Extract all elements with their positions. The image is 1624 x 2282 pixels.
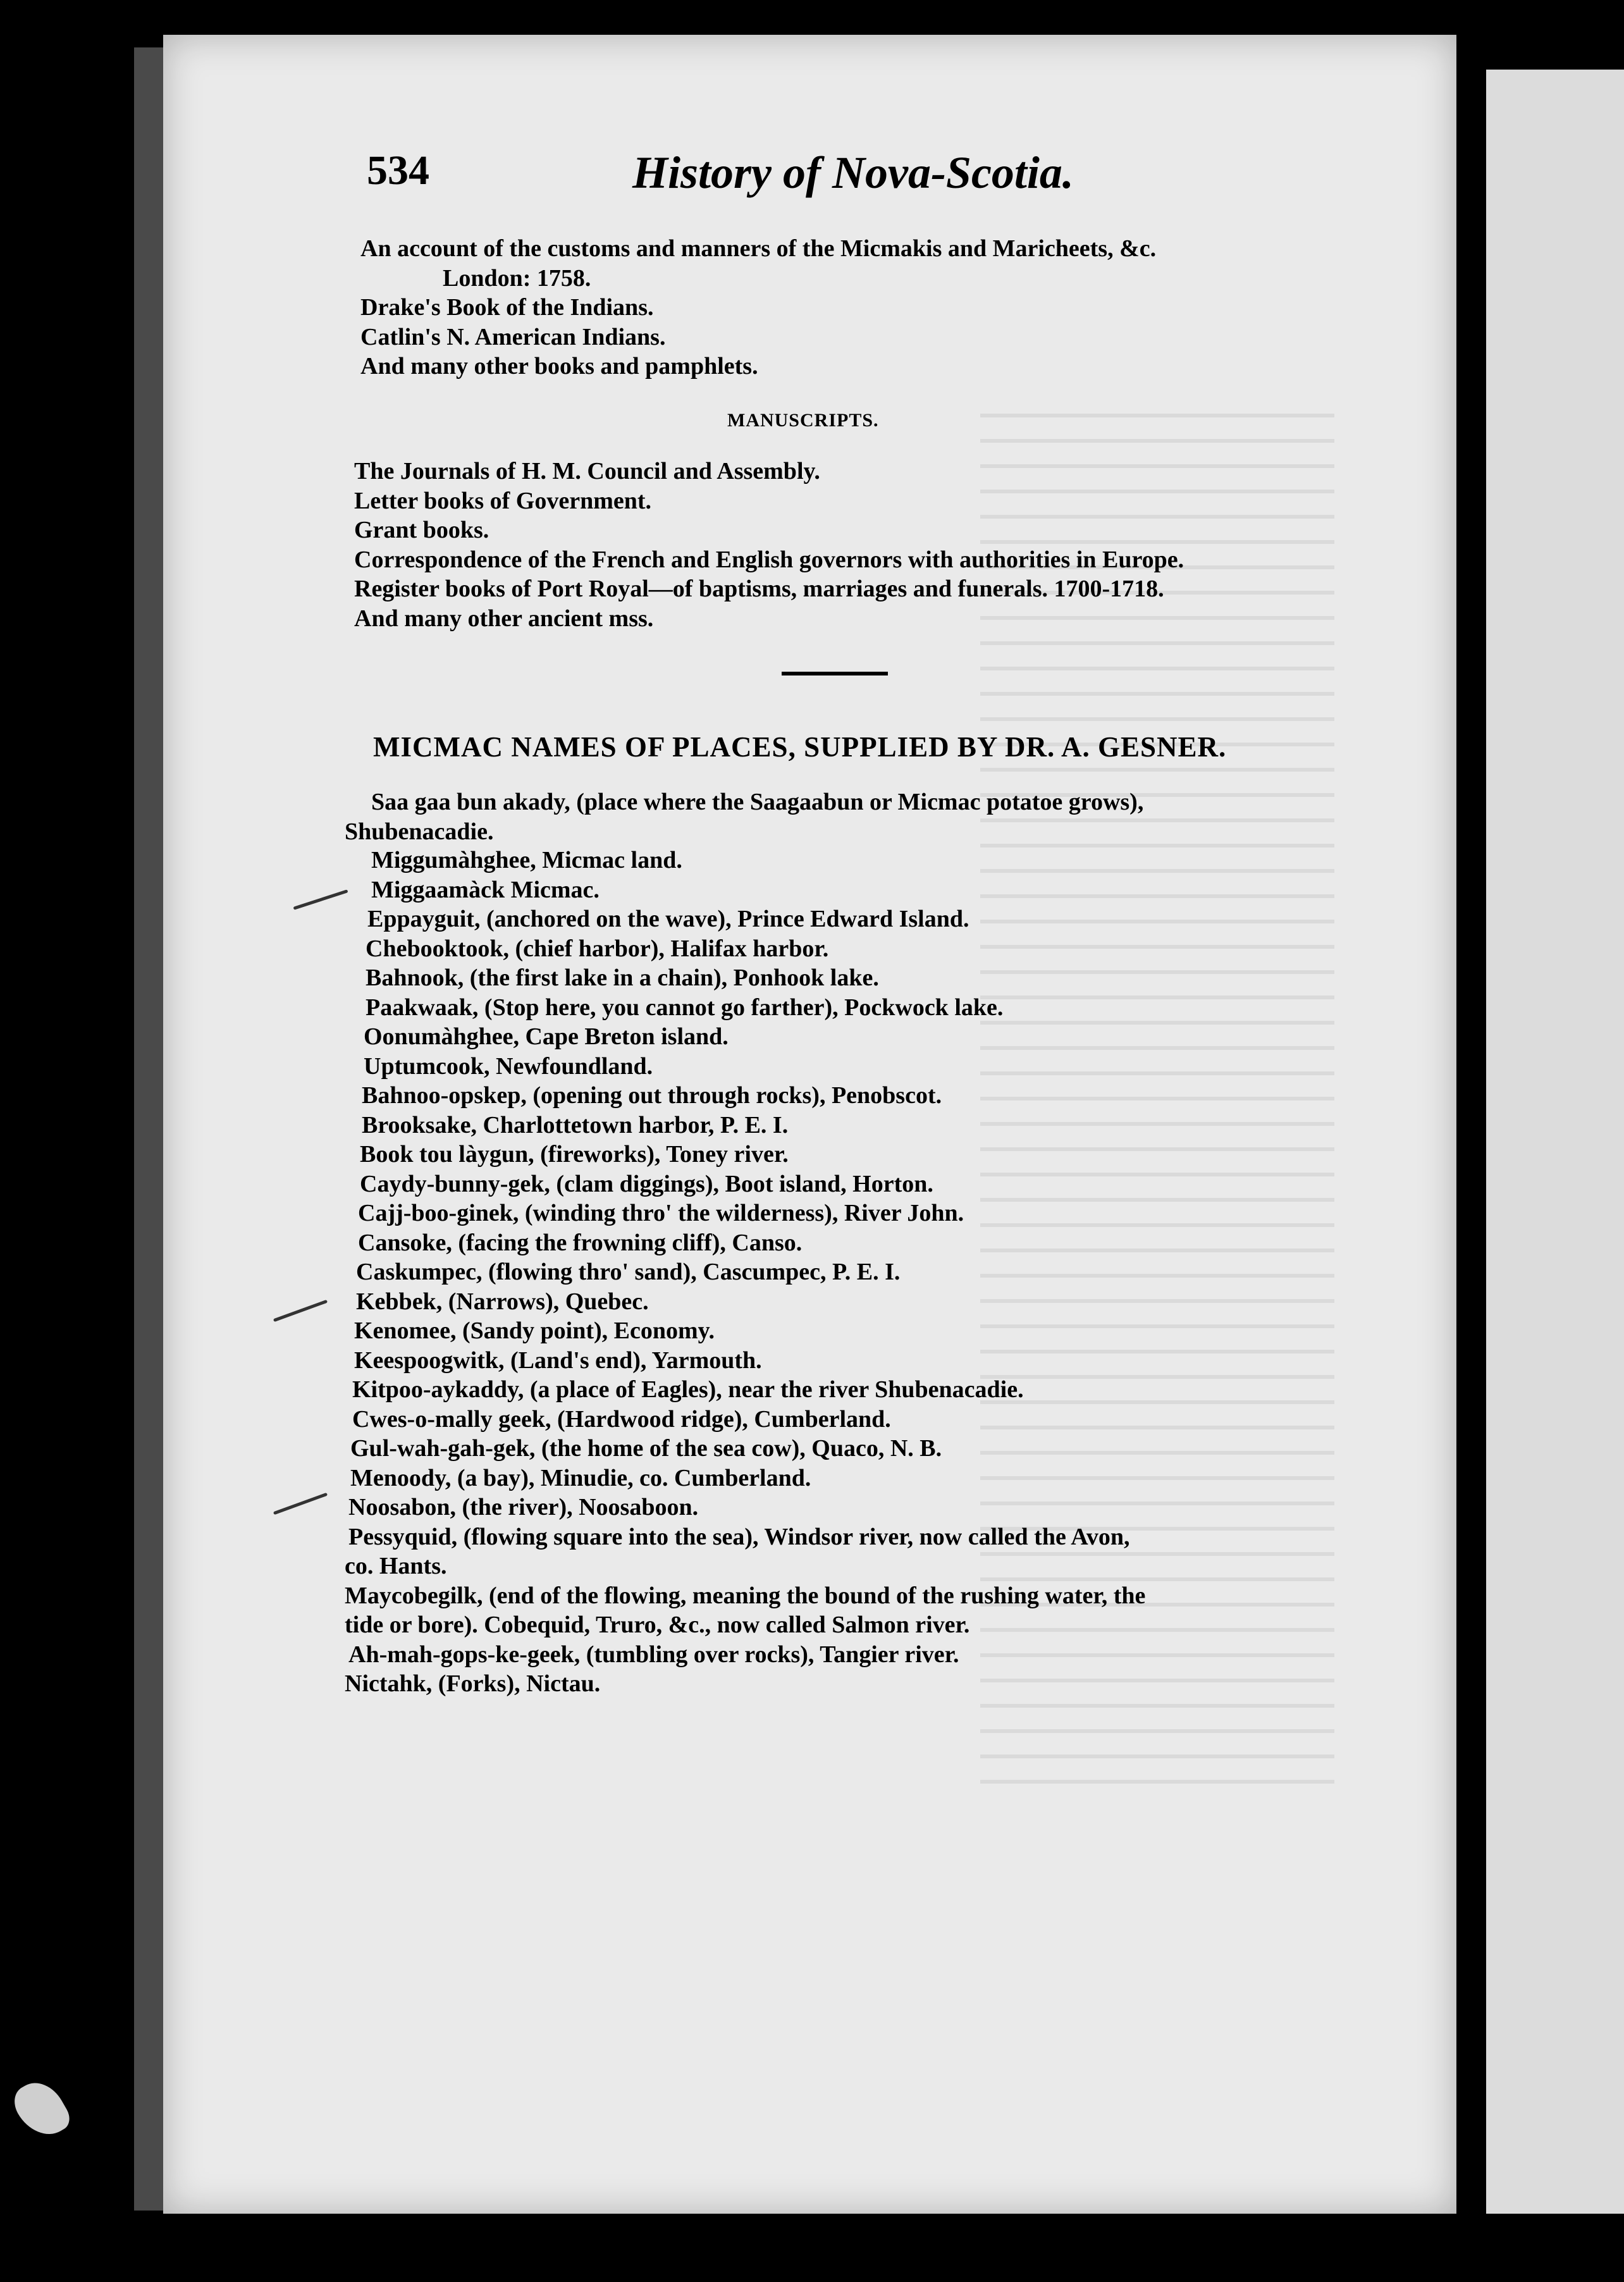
micmac-intro (345, 787, 1143, 846)
list-item: Paakwaak, (Stop here, you cannot go farther), Pockwock lake. (366, 994, 1004, 1021)
list-item: The Journals of H. M. Council and Assembly. (354, 458, 820, 484)
scan-artifact (8, 2074, 75, 2145)
list-item: Kenomee, (Sandy point), Economy. (354, 1317, 715, 1344)
list-item: Letter books of Government. (354, 487, 652, 514)
list-item: Oonumàhghee, Cape Breton island. (364, 1023, 729, 1050)
list-item: tide or bore). Cobequid, Truro, &c., now called Salmon river. (345, 1612, 970, 1638)
facing-page-edge (1486, 70, 1624, 2214)
list-item: Caskumpec, (flowing thro' sand), Cascumpec, P. E. I. (356, 1259, 901, 1285)
list-item: Shubenacadie. (345, 818, 494, 845)
list-item: Bahnoo-opskep, (opening out through rocks), Penobscot. (362, 1082, 942, 1109)
list-item: Register books of Port Royal—of baptisms, marriages and funerals. 1700-1718. (354, 576, 1164, 602)
books-list (360, 234, 1156, 381)
list-item: Pessyquid, (flowing square into the sea), Windsor river, now called the Avon, (348, 1523, 1130, 1550)
list-item: Cansoke, (facing the frowning cliff), Canso. (358, 1229, 803, 1256)
list-item: Miggaamàck Micmac. (371, 876, 600, 903)
list-item: Cwes-o-mally geek, (Hardwood ridge), Cumberland. (352, 1405, 891, 1433)
list-item: Uptumcook, Newfoundland. (364, 1052, 653, 1080)
list-item: Kitpoo-aykaddy, (a place of Eagles), near the river Shubenacadie. (352, 1376, 1024, 1403)
list-item: Maycobegilk, (end of the flowing, meaning the bound of the rushing water, the (345, 1582, 1146, 1609)
list-item: London: 1758. (443, 264, 591, 292)
list-item: Drake's Book of the Indians. (360, 294, 654, 321)
list-item: co. Hants. (345, 1553, 447, 1579)
list-item: Ah-mah-gops-ke-geek, (tumbling over rocks), Tangier river. (348, 1641, 959, 1668)
micmac-heading: MICMAC NAMES OF PLACES, SUPPLIED BY DR. A. GESNER. (373, 731, 1227, 763)
list-item: Noosabon, (the river), Noosaboon. (348, 1494, 699, 1520)
list-item: Miggumàhghee, Micmac land. (371, 847, 682, 873)
page-edge-shadow (134, 47, 163, 2211)
list-item: Book tou làygun, (fireworks), Toney river. (360, 1141, 789, 1168)
list-item: Brooksake, Charlottetown harbor, P. E. I. (362, 1111, 789, 1138)
list-item: Menoody, (a bay), Minudie, co. Cumberland. (350, 1464, 811, 1491)
manuscripts-heading: MANUSCRIPTS. (727, 410, 879, 431)
list-item: Caydy-bunny-gek, (clam diggings), Boot island, Horton. (360, 1170, 933, 1197)
list-item: Keespoogwitk, (Land's end), Yarmouth. (354, 1347, 762, 1374)
list-item: And many other ancient mss. (354, 605, 654, 632)
list-item: And many other books and pamphlets. (360, 353, 758, 379)
list-item: Chebooktook, (chief harbor), Halifax harbor. (366, 935, 829, 962)
list-item: Bahnook, (the first lake in a chain), Ponhook lake. (366, 965, 879, 991)
list-item: Grant books. (354, 517, 489, 543)
list-item: Gul-wah-gah-gek, (the home of the sea cow), Quaco, N. B. (350, 1435, 942, 1462)
list-item: Kebbek, (Narrows), Quebec. (356, 1288, 649, 1315)
list-item: Eppayguit, (anchored on the wave), Prince Edward Island. (367, 906, 969, 932)
section-divider (782, 672, 888, 675)
list-item: An account of the customs and manners of the Micmakis and Maricheets, &c. (360, 235, 1157, 262)
list-item: Correspondence of the French and English governors with authorities in Europe. (354, 546, 1184, 573)
list-item: Cajj-boo-ginek, (winding thro' the wilderness), River John. (358, 1200, 964, 1226)
manuscripts-list (354, 457, 1184, 633)
list-item: Catlin's N. American Indians. (360, 323, 666, 350)
micmac-names-list (345, 846, 1145, 1699)
running-title: History of Nova-Scotia. (632, 147, 1074, 198)
page-number: 534 (367, 147, 429, 194)
page-header (367, 147, 1353, 216)
list-item: Saa gaa bun akady, (place where the Saagaabun or Micmac potatoe grows), (371, 789, 1144, 815)
list-item: Nictahk, (Forks), Nictau. (345, 1670, 601, 1697)
